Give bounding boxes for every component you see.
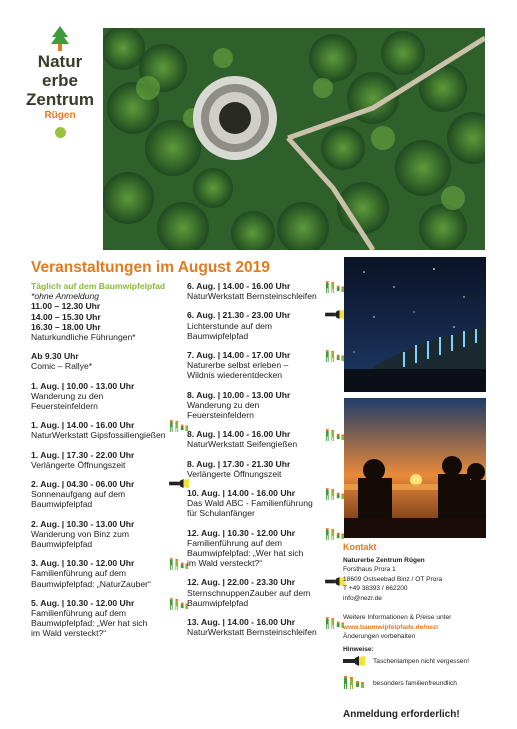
aerial-photo bbox=[103, 28, 485, 250]
event-heading: 12. Aug. | 22.00 - 23.30 Uhr bbox=[187, 577, 296, 588]
event-heading: 2. Aug. | 10.30 - 13.00 Uhr bbox=[31, 518, 135, 529]
hints-title: Hinweise: bbox=[343, 646, 374, 653]
event-heading: 7. Aug. | 14.00 - 17.00 Uhr bbox=[187, 350, 291, 361]
event-item bbox=[187, 390, 347, 421]
flashlight-icon bbox=[169, 479, 189, 488]
event-time: 14.00 – 15.30 Uhr bbox=[31, 311, 101, 322]
event-heading: 8. Aug. | 10.00 - 13.00 Uhr bbox=[187, 389, 291, 400]
contact-changes: Änderungen vorbehalten bbox=[343, 633, 416, 640]
event-description: Feuersteinfeldern bbox=[187, 410, 254, 421]
events-column-1 bbox=[31, 281, 191, 648]
flashlight-icon bbox=[325, 577, 345, 586]
event-heading: Ab 9.30 Uhr bbox=[31, 351, 79, 362]
logo-line-3: Zentrum bbox=[26, 90, 94, 109]
logo-dot bbox=[55, 127, 66, 138]
registration-note: Anmeldung erforderlich! bbox=[343, 709, 460, 720]
event-item bbox=[187, 488, 347, 519]
event-item bbox=[187, 617, 347, 637]
flashlight-icon bbox=[325, 310, 345, 319]
event-heading: Täglich auf dem Baumwipfelpfad bbox=[31, 281, 166, 291]
family-icon bbox=[325, 281, 345, 294]
event-description: Familienführung auf dem bbox=[187, 537, 283, 548]
event-description: Familienführung auf dem bbox=[31, 568, 127, 579]
event-description: Baumwipfelpfad: „NaturZauber“ bbox=[31, 578, 151, 589]
logo-line-4: Rügen bbox=[44, 110, 76, 121]
event-description: Wildnis wiederentdecken bbox=[187, 370, 283, 381]
event-description: Baumwipfelpfad bbox=[31, 499, 93, 510]
event-description: Baumwipfelpfad bbox=[31, 539, 93, 550]
event-description: Lichterstunde auf dem bbox=[187, 320, 273, 331]
event-description: Familienführung auf dem bbox=[31, 608, 127, 619]
event-heading: 8. Aug. | 14.00 - 16.00 Uhr bbox=[187, 429, 291, 440]
event-item bbox=[31, 281, 191, 342]
page-title: Veranstaltungen im August 2019 bbox=[31, 259, 270, 276]
event-item bbox=[187, 429, 347, 449]
event-item bbox=[187, 281, 347, 301]
hint-torch bbox=[343, 656, 503, 666]
event-description: Baumwipfelpfad bbox=[187, 330, 249, 341]
logo-line-1: Natur bbox=[37, 52, 83, 71]
event-heading: 3. Aug. | 10.30 - 12.00 Uhr bbox=[31, 558, 135, 569]
event-description: im Wald versteckt?“ bbox=[31, 628, 107, 639]
event-description: Sonnenaufgang auf dem bbox=[31, 489, 126, 500]
contact-phone: T +49 38393 / 662200 bbox=[343, 585, 408, 592]
family-icon bbox=[325, 350, 345, 363]
event-description: Baumwipfelpfad: „Wer hat sich bbox=[187, 548, 304, 559]
event-item bbox=[187, 310, 347, 341]
event-item bbox=[31, 598, 191, 639]
event-description: Naturerbe selbst erleben – bbox=[187, 360, 289, 371]
event-description: Verlängerte Öffnungszeit bbox=[187, 468, 282, 479]
contact-email[interactable]: info@nezr.de bbox=[343, 594, 382, 602]
hint-torch-text: Taschenlampen nicht vergessen! bbox=[373, 657, 470, 665]
event-heading: 8. Aug. | 17.30 - 21.30 Uhr bbox=[187, 458, 291, 469]
contact-block bbox=[343, 543, 493, 642]
contact-url[interactable]: www.baumwipfelpfade.de/nezr bbox=[343, 623, 439, 631]
flashlight-icon bbox=[343, 656, 365, 666]
logo bbox=[14, 26, 106, 138]
event-description: Verlängerte Öffnungszeit bbox=[31, 459, 126, 470]
event-description: NaturWerkstatt Seifengießen bbox=[187, 439, 298, 450]
event-heading: 1. Aug. | 17.30 - 22.00 Uhr bbox=[31, 449, 135, 460]
event-item bbox=[31, 450, 191, 470]
hint-family bbox=[343, 676, 503, 690]
event-description: *ohne Anmeldung bbox=[31, 291, 100, 302]
event-description: Naturkundliche Führungen* bbox=[31, 332, 136, 343]
event-item bbox=[187, 459, 347, 479]
contact-address-1: Forsthaus Prora 1 bbox=[343, 566, 396, 573]
hints-block bbox=[343, 646, 503, 690]
hint-family-text: besonders familienfreundlich bbox=[373, 679, 457, 687]
event-heading: 6. Aug. | 14.00 - 16.00 Uhr bbox=[187, 281, 291, 291]
event-description: Baumwipfelpfad: „Wer hat sich bbox=[31, 618, 148, 629]
event-description: im Wald versteckt?“ bbox=[187, 558, 263, 569]
event-description: Comic – Rallye* bbox=[31, 361, 93, 372]
event-item bbox=[31, 381, 191, 412]
event-description: Wanderung zu den bbox=[31, 390, 104, 401]
event-item bbox=[31, 351, 191, 371]
event-heading: 6. Aug. | 21.30 - 23.00 Uhr bbox=[187, 310, 291, 321]
event-heading: 13. Aug. | 14.00 - 16.00 Uhr bbox=[187, 617, 296, 628]
family-icon bbox=[325, 617, 345, 630]
event-description: SternschnuppenZauber auf dem bbox=[187, 587, 311, 598]
event-heading: 10. Aug. | 14.00 - 16.00 Uhr bbox=[187, 488, 296, 499]
event-heading: 12. Aug. | 10.30 - 12.00 Uhr bbox=[187, 527, 296, 538]
family-icon bbox=[169, 420, 189, 433]
event-item bbox=[187, 528, 347, 569]
event-heading: 5. Aug. | 10.30 - 12.00 Uhr bbox=[31, 597, 135, 608]
event-description: Das Wald ABC - Familienführung bbox=[187, 498, 313, 509]
contact-info-label: Weitere Informationen & Preise unter bbox=[343, 614, 452, 621]
event-description: Feuersteinfeldern bbox=[31, 401, 98, 412]
event-item bbox=[31, 479, 191, 510]
event-item bbox=[187, 350, 347, 381]
event-time: 11.00 – 12.30 Uhr bbox=[31, 301, 101, 312]
event-description: NaturWerkstatt Gipsfossiliengießen bbox=[31, 430, 166, 441]
family-icon bbox=[169, 598, 189, 611]
family-icon bbox=[325, 528, 345, 541]
event-heading: 2. Aug. | 04.30 - 06.00 Uhr bbox=[31, 479, 135, 490]
event-heading: 1. Aug. | 10.00 - 13.00 Uhr bbox=[31, 380, 135, 391]
family-icon bbox=[325, 488, 345, 501]
event-item bbox=[31, 519, 191, 550]
event-description: NaturWerkstatt Bernsteinschleifen bbox=[187, 291, 317, 302]
event-description: Baumwipfelpfad bbox=[187, 597, 249, 608]
event-item bbox=[31, 420, 191, 440]
event-item bbox=[187, 577, 347, 608]
family-icon bbox=[325, 429, 345, 442]
event-description: Wanderung zu den bbox=[187, 399, 260, 410]
tree-icon bbox=[51, 26, 69, 52]
night-photo bbox=[344, 257, 486, 392]
logo-line-2: erbe bbox=[42, 71, 78, 90]
event-item bbox=[31, 558, 191, 589]
event-time: 16.30 – 18.00 Uhr bbox=[31, 321, 101, 332]
events-column-2 bbox=[187, 281, 347, 646]
contact-title: Kontakt bbox=[343, 542, 377, 552]
event-description: NaturWerkstatt Bernsteinschleifen bbox=[187, 627, 317, 638]
contact-address-2: 18609 Ostseebad Binz / OT Prora bbox=[343, 575, 443, 583]
event-description: Wanderung von Binz zum bbox=[31, 528, 130, 539]
event-description: für Schulanfänger bbox=[187, 508, 255, 519]
sunrise-photo bbox=[344, 398, 486, 538]
event-heading: 1. Aug. | 14.00 - 16.00 Uhr bbox=[31, 420, 135, 431]
family-icon bbox=[169, 558, 189, 571]
contact-name: Naturerbe Zentrum Rügen bbox=[343, 556, 425, 564]
family-icon bbox=[343, 676, 365, 690]
